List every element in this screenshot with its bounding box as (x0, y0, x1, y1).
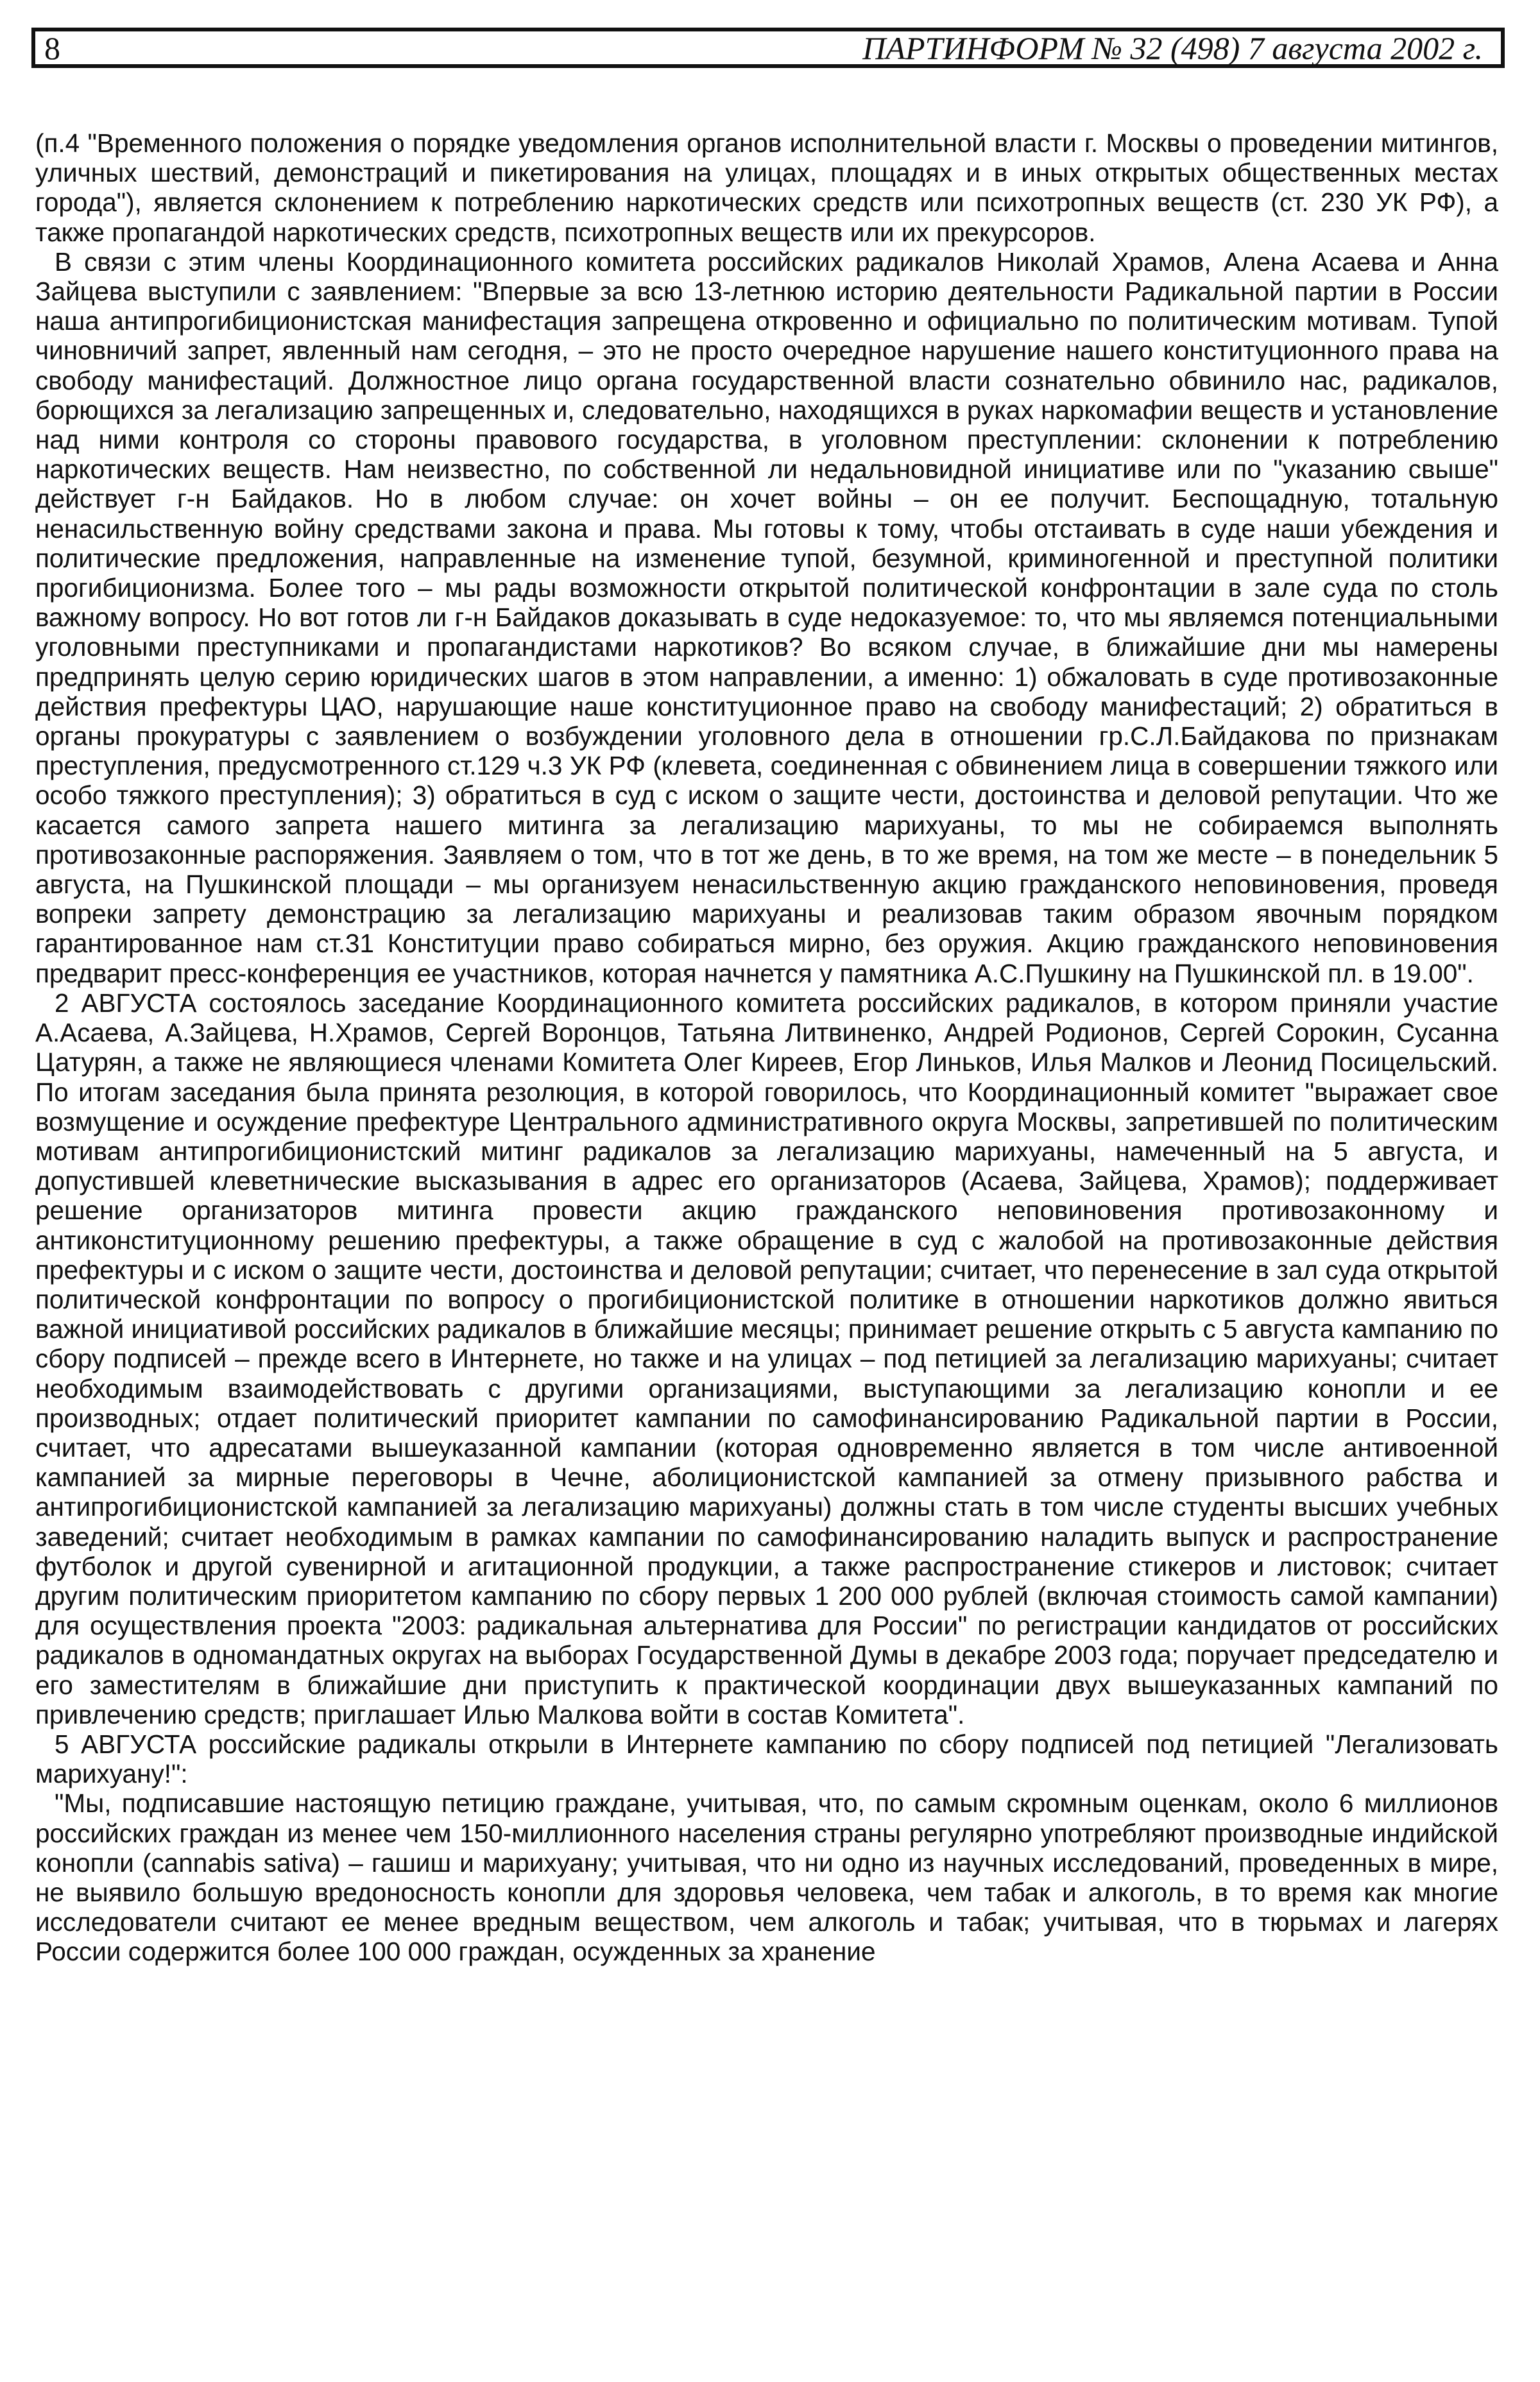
paragraph: 2 АВГУСТА состоялось заседание Координационного комитета российских радикалов, в котором приняли участие А.Асаева, А.Зайцева, Н.Храмов, Сергей Воронцов, Татьяна Литвиненко, Андрей Родионов, Сергей Сорокин, Сусанна Цатурян, а также не являющиеся членами Комитета Олег Киреев, Егор Линьков, Илья Малков и Леонид Посицельский. По итогам заседания была принята резолюция, в которой говорилось, что Координационный комитет "выражает свое возмущение и осуждение префектуре Центрального административного округа Москвы, запретившей по политическим мотивам антипрогибиционистский митинг радикалов за легализацию марихуаны, намеченный на 5 августа, и допустившей клеветнические высказывания в адрес его организаторов (Асаева, Зайцева, Храмов); поддерживает решение организаторов митинга провести акцию гражданского неповиновения противозаконному и антиконституционному решению префектуры, а также обращение в суд с жалобой на противозаконные действия префектуры и с иском о защите чести, достоинства и деловой репутации; считает, что перенесение в зал суда открытой политической конфронтации по вопросу о прогибиционистской политике в отношении наркотиков должно явиться важной инициативой российских радикалов в ближайшие месяцы; принимает решение открыть с 5 августа кампанию по сбору подписей – прежде всего в Интернете, но также и на улицах – под петицией за легализацию марихуаны; считает необходимым взаимодействовать с другими организациями, выступающими за легализацию конопли и ее производных; отдает политический приоритет кампании по самофинансированию Радикальной партии в России, считает, что адресатами вышеуказанной кампании (которая одновременно является в том числе антивоенной кампанией за мирные переговоры в Чечне, аболиционистской кампанией за отмену призывного рабства и антипрогибиционистской кампанией за легализацию марихуаны) должны стать в том числе студенты высших учебных заведений; считает необходимым в рамках кампании по самофинансированию наладить выпуск и распространение футболок и другой сувенирной и агитационной продукции, а также распространение стикеров и листовок; считает другим политическим приоритетом кампанию по сбору первых 1 200 000 рублей (включая стоимость самой кампании) для осуществления проекта "2003: радикальная альтернатива для России" по регистрации кандидатов от российских радикалов в одномандатных округах на выборах Государственной Думы в декабре 2003 года; поручает председателю и его заместителям в ближайшие дни приступить к практической координации двух вышеуказанных кампаний по привлечению средств; приглашает Илью Малкова войти в состав Комитета". (35, 988, 1498, 1729)
page-header (31, 28, 1505, 68)
paragraph: В связи с этим члены Координационного комитета российских радикалов Николай Храмов, Алена Асаева и Анна Зайцева выступили с заявлением: "Впервые за всю 13-летнюю историю деятельности Радикальной партии в России наша антипрогибиционистская манифестация запрещена откровенно и официально по политическим мотивам. Тупой чиновничий запрет, явленный нам сегодня, – это не просто очередное нарушение нашего конституционного права на свободу манифестаций. Должностное лицо органа государственной власти сознательно обвинило нас, радикалов, борющихся за легализацию запрещенных и, следовательно, находящихся в руках наркомафии веществ и установление над ними контроля со стороны правового государства, в уголовном преступлении: склонении к потреблению наркотических веществ. Нам неизвестно, по собственной ли недальновидной инициативе или по "указанию свыше" действует г-н Байдаков. Но в любом случае: он хочет войны – он ее получит. Беспощадную, тотальную ненасильственную войну средствами закона и права. Мы готовы к тому, чтобы отстаивать в суде наши убеждения и политические предложения, направленные на изменение тупой, безумной, криминогенной и преступной политики прогибиционизма. Более того – мы рады возможности открытой политической конфронтации в зале суда по столь важному вопросу. Но вот готов ли г-н Байдаков доказывать в суде недоказуемое: то, что мы являемся потенциальными уголовными преступниками и пропагандистами наркотиков? Во всяком случае, в ближайшие дни мы намерены предпринять целую серию юридических шагов в этом направлении, а именно: 1) обжаловать в суде противозаконные действия префектуры ЦАО, нарушающие наше конституционное право на свободу манифестаций; 2) обратиться в органы прокуратуры с заявлением о возбуждении уголовного дела в отношении гр.С.Л.Байдакова по признакам преступления, предусмотренного ст.129 ч.3 УК РФ (клевета, соединенная с обвинением лица в совершении тяжкого или особо тяжкого преступления); 3) обратиться в суд с иском о защите чести, достоинства и деловой репутации. Что же касается самого запрета нашего митинга за легализацию марихуаны, то мы не собираемся выполнять противозаконные распоряжения. Заявляем о том, что в тот же день, в то же время, на том же месте – в понедельник 5 августа, на Пушкинской площади – мы организуем ненасильственную акцию гражданского неповиновения, проведя вопреки запрету демонстрацию за легализацию марихуаны и реализовав таким образом явочным порядком гарантированное нам ст.31 Конституции право собираться мирно, без оружия. Акцию гражданского неповиновения предварит пресс-конференция ее участников, которая начнется у памятника А.С.Пушкину на Пушкинской пл. в 19.00". (35, 246, 1498, 988)
paragraph: "Мы, подписавшие настоящую петицию граждане, учитывая, что, по самым скромным оценкам, около 6 миллионов российских граждан из менее чем 150-миллионного населения страны регулярно употребляют производные индийской конопли (cannabis sativa) – гашиш и марихуану; учитывая, что ни одно из научных исследований, проведенных в мире, не выявило большую вредоносность конопли для здоровья человека, чем табак и алкоголь, в то время как многие исследователи считают ее менее вредным веществом, чем алкоголь и табак; учитывая, что в тюрьмах и лагерях России содержится более 100 000 граждан, осужденных за хранение (35, 1788, 1498, 1967)
paragraph: (п.4 "Временного положения о порядке уведомления органов исполнительной власти г. Москвы о проведении митингов, уличных шествий, демонстраций и пикетирования на улицах, площадях и в иных открытых общественных местах города"), является склонением к потреблению наркотических средств или психотропных веществ (ст. 230 УК РФ), а также пропагандой наркотических средств, психотропных веществ или их прекурсоров. (35, 128, 1498, 247)
paragraph: 5 АВГУСТА российские радикалы открыли в Интернете кампанию по сбору подписей под петицией "Легализовать марихуану!": (35, 1729, 1498, 1789)
publication-title: ПАРТИНФОРМ № 32 (498) 7 августа 2002 г. (862, 30, 1483, 66)
page-number: 8 (44, 30, 60, 66)
article-body (35, 128, 1498, 1967)
